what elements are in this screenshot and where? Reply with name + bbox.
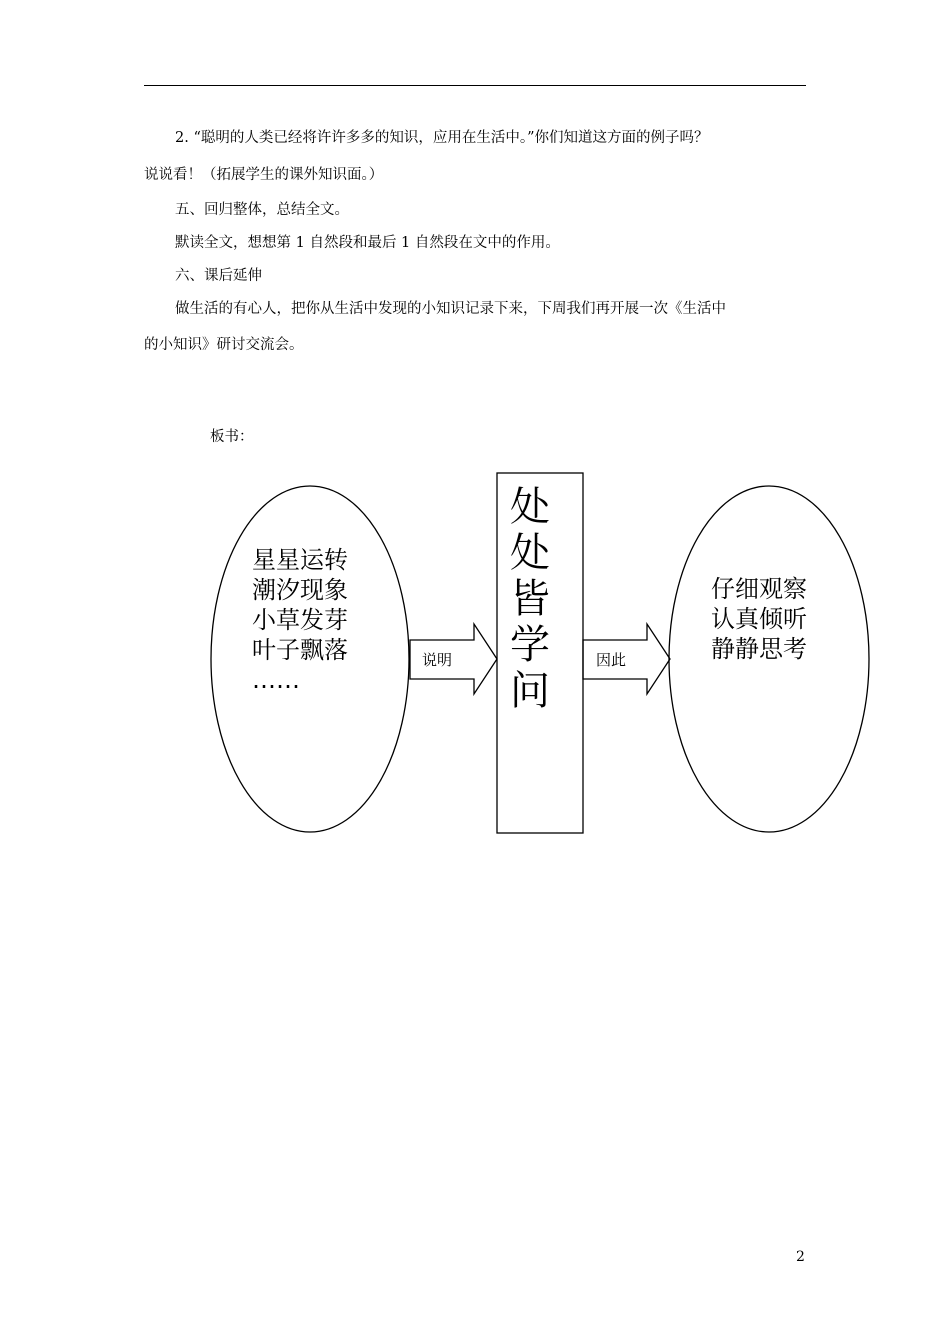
- left-arrow-label: 说明: [422, 651, 453, 669]
- heading-section-six: 六、课后延伸: [175, 268, 262, 284]
- board-label: 板书：: [210, 429, 254, 445]
- center-char: 处: [510, 484, 550, 530]
- center-char: 学: [510, 622, 550, 668]
- paragraph-reading: 默读全文，想想第 1 自然段和最后 1 自然段在文中的作用。: [175, 235, 560, 251]
- paragraph-extension: 做生活的有心人，把你从生活中发现的小知识记录下来，下周我们再开展一次《生活中: [175, 301, 726, 317]
- left-item: 小草发芽: [252, 606, 348, 634]
- right-item: 仔细观察: [711, 575, 807, 603]
- left-item-ellipsis: ……: [252, 666, 300, 694]
- paragraph-question: 2. “聪明的人类已经将许许多多的知识，应用在生活中。”你们知道这方面的例子吗？: [175, 130, 709, 146]
- center-char: 问: [510, 668, 550, 714]
- heading-section-five: 五、回归整体，总结全文。: [175, 202, 349, 218]
- left-item: 星星运转: [252, 546, 348, 574]
- paragraph-question-cont: 说说看！（拓展学生的课外知识面。）: [144, 167, 384, 183]
- center-char: 处: [510, 530, 550, 576]
- left-item: 叶子飘落: [252, 636, 348, 664]
- right-arrow-label: 因此: [596, 651, 627, 669]
- right-item: 认真倾听: [711, 605, 807, 633]
- right-item: 静静思考: [711, 635, 807, 663]
- paragraph-extension-cont: 的小知识》研讨交流会。: [144, 337, 304, 353]
- left-item: 潮汐现象: [252, 576, 348, 604]
- center-char: 皆: [510, 576, 550, 622]
- page-number: 2: [796, 1249, 805, 1265]
- right-ellipse-items: [711, 574, 807, 664]
- left-ellipse-items: [252, 545, 348, 695]
